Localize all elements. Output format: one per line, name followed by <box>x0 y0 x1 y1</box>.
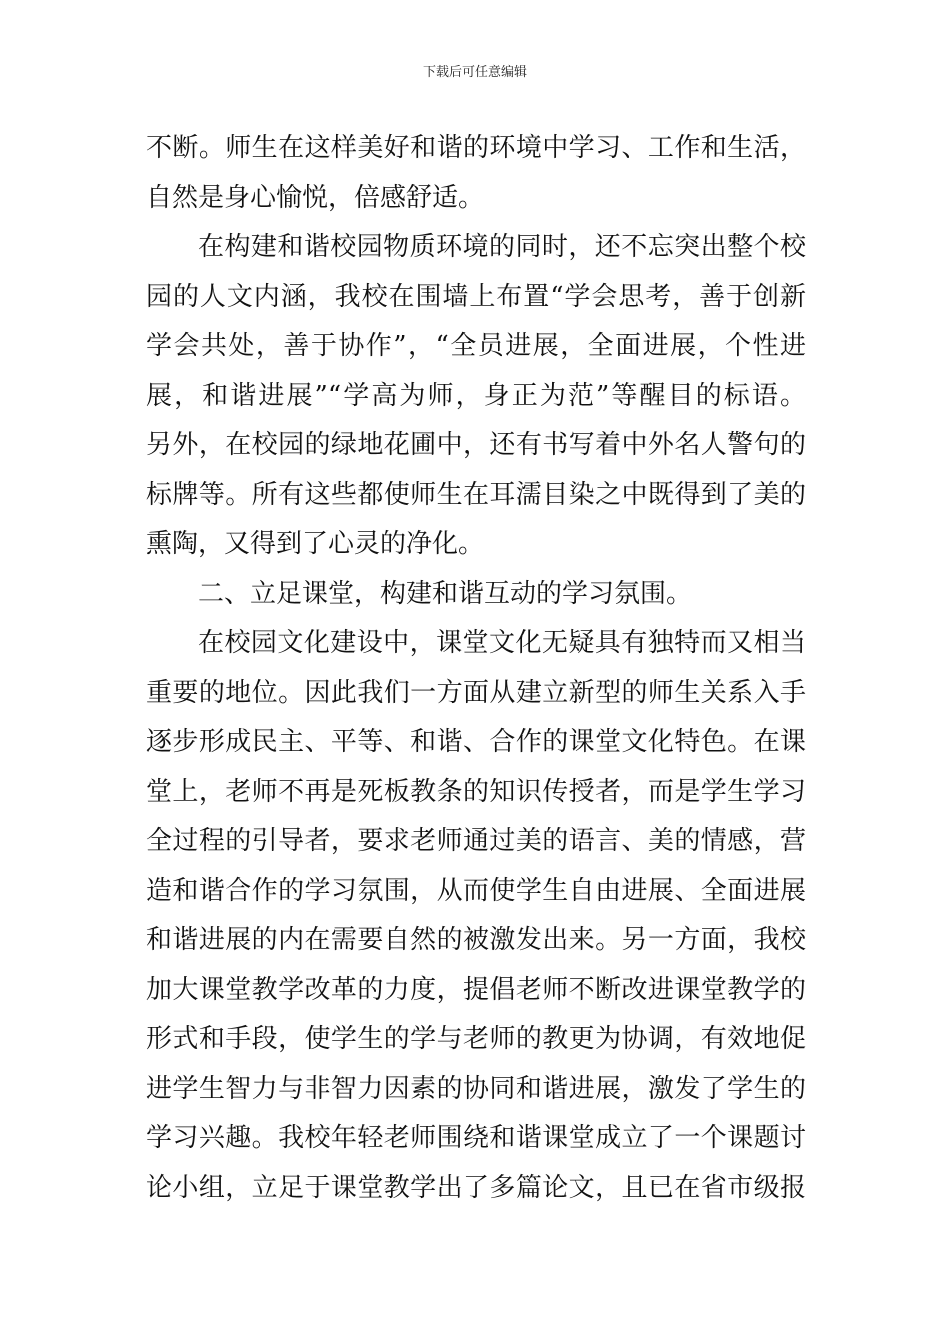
text-line: 熏陶，又得到了心灵的净化。 <box>146 529 485 559</box>
text-line: 不断。师生在这样美好和谐的环境中学习、工作和生活， <box>146 133 806 163</box>
text-line: 进学生智力与非智力因素的协同和谐进展，激发了学生的 <box>146 1073 806 1104</box>
text-line: 形式和手段，使学生的学与老师的教更为协调，有效地促 <box>146 1024 806 1054</box>
text-line: 标牌等。所有这些都使师生在耳濡目染之中既得到了美的 <box>146 479 806 510</box>
text-line: 堂上，老师不再是死板教条的知识传授者，而是学生学习 <box>146 776 806 807</box>
text-line: 另外，在校园的绿地花圃中，还有书写着中外名人警句的 <box>146 430 806 460</box>
text-line: 论小组，立足于课堂教学出了多篇论文，且已在省市级报 <box>146 1172 806 1203</box>
text-line: 和谐进展的内在需要自然的被激发出来。另一方面，我校 <box>146 925 806 955</box>
text-line: 造和谐合作的学习氛围，从而使学生自由进展、全面进展 <box>146 875 806 906</box>
text-line: 学会共处，善于协作”，“全员进展，全面进展，个性进 <box>146 331 806 361</box>
text-line: 在校园文化建设中，课堂文化无疑具有独特而又相当 <box>198 628 806 658</box>
page-header: 下载后可任意编辑 <box>422 65 527 80</box>
text-line: 园的人文内涵，我校在围墙上布置“学会思考，善于创新 <box>146 281 806 312</box>
text-line: 全过程的引导者，要求老师通过美的语言、美的情感，营 <box>146 826 806 856</box>
text-line: 重要的地位。因此我们一方面从建立新型的师生关系入手 <box>146 677 806 708</box>
text-line: 学习兴趣。我校年轻老师围绕和谐课堂成立了一个课题讨 <box>146 1123 806 1153</box>
text-line: 二、立足课堂，构建和谐互动的学习氛围。 <box>198 578 693 609</box>
text-line: 在构建和谐校园物质环境的同时，还不忘突出整个校 <box>198 232 806 262</box>
text-line: 加大课堂教学改革的力度，提倡老师不断改进课堂教学的 <box>146 974 806 1005</box>
text-line: 展，和谐进展”“学高为师，身正为范”等醒目的标语。 <box>146 380 806 411</box>
text-line: 逐步形成民主、平等、和谐、合作的课堂文化特色。在课 <box>146 727 806 757</box>
text-line: 自然是身心愉悦，倍感舒适。 <box>146 182 485 213</box>
